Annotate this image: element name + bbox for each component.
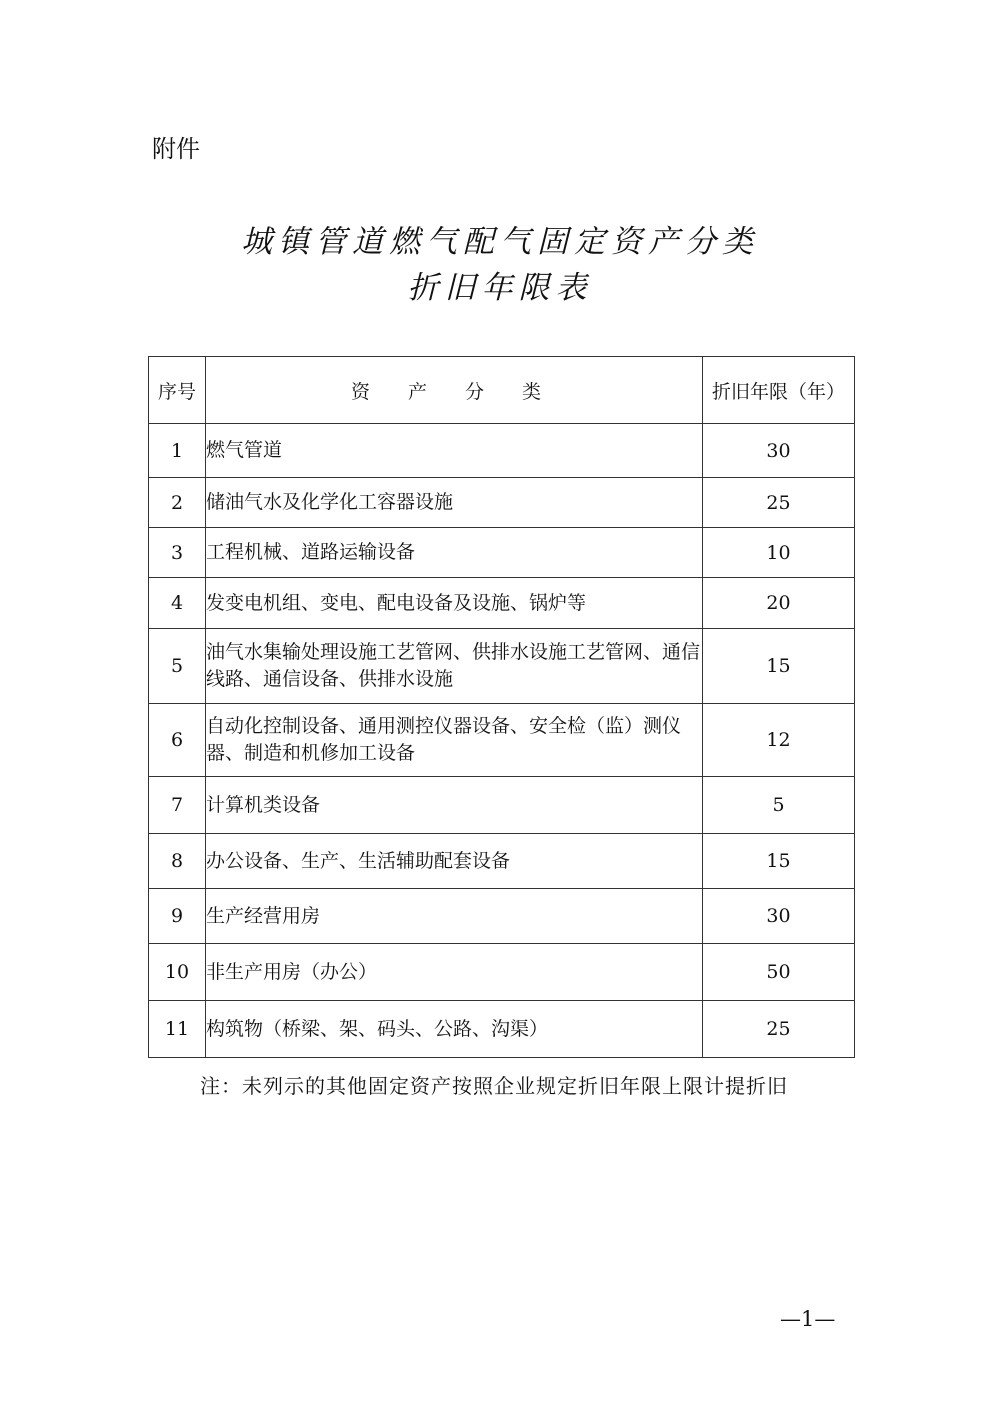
row-years: 10	[703, 528, 855, 578]
row-years: 20	[703, 578, 855, 629]
row-years: 30	[703, 424, 855, 478]
table-row	[149, 1001, 855, 1058]
table-row	[149, 704, 855, 777]
row-seq: 3	[149, 528, 206, 578]
row-seq: 4	[149, 578, 206, 629]
row-seq: 7	[149, 777, 206, 834]
table-row	[149, 528, 855, 578]
row-seq: 11	[149, 1001, 206, 1058]
row-seq: 5	[149, 629, 206, 704]
row-years: 15	[703, 834, 855, 889]
row-category: 计算机类设备	[206, 777, 703, 834]
row-seq: 2	[149, 478, 206, 528]
row-category: 燃气管道	[206, 424, 703, 478]
table-note: 注：未列示的其他固定资产按照企业规定折旧年限上限计提折旧	[200, 1074, 788, 1098]
row-seq: 1	[149, 424, 206, 478]
row-category: 非生产用房（办公）	[206, 944, 703, 1001]
table-row	[149, 944, 855, 1001]
table-row	[149, 629, 855, 704]
table-header-row	[149, 357, 855, 424]
row-years: 50	[703, 944, 855, 1001]
row-category: 发变电机组、变电、配电设备及设施、锅炉等	[206, 578, 703, 629]
document-title-line-1: 城镇管道燃气配气固定资产分类	[241, 224, 759, 260]
header-category: 资 产 分 类	[206, 357, 703, 424]
row-category: 油气水集输处理设施工艺管网、供排水设施工艺管网、通信线路、通信设备、供排水设施	[206, 629, 703, 704]
table-row	[149, 478, 855, 528]
row-seq: 9	[149, 889, 206, 944]
table-row	[149, 777, 855, 834]
row-years: 5	[703, 777, 855, 834]
table-row	[149, 424, 855, 478]
row-years: 25	[703, 1001, 855, 1058]
row-category: 工程机械、道路运输设备	[206, 528, 703, 578]
header-years: 折旧年限（年）	[703, 357, 855, 424]
row-category: 生产经营用房	[206, 889, 703, 944]
row-years: 30	[703, 889, 855, 944]
row-seq: 10	[149, 944, 206, 1001]
row-years: 15	[703, 629, 855, 704]
row-category: 自动化控制设备、通用测控仪器设备、安全检（监）测仪器、制造和机修加工设备	[206, 704, 703, 777]
table-row	[149, 578, 855, 629]
table-row	[149, 889, 855, 944]
row-category: 储油气水及化学化工容器设施	[206, 478, 703, 528]
depreciation-table	[148, 356, 855, 1058]
row-years: 25	[703, 478, 855, 528]
row-seq: 6	[149, 704, 206, 777]
document-title-line-2: 折旧年限表	[407, 270, 593, 306]
table-row	[149, 834, 855, 889]
page-number: —1—	[780, 1307, 836, 1331]
row-seq: 8	[149, 834, 206, 889]
attachment-label: 附件	[152, 135, 200, 163]
row-category: 构筑物（桥梁、架、码头、公路、沟渠）	[206, 1001, 703, 1058]
row-years: 12	[703, 704, 855, 777]
row-category: 办公设备、生产、生活辅助配套设备	[206, 834, 703, 889]
header-seq: 序号	[149, 357, 206, 424]
